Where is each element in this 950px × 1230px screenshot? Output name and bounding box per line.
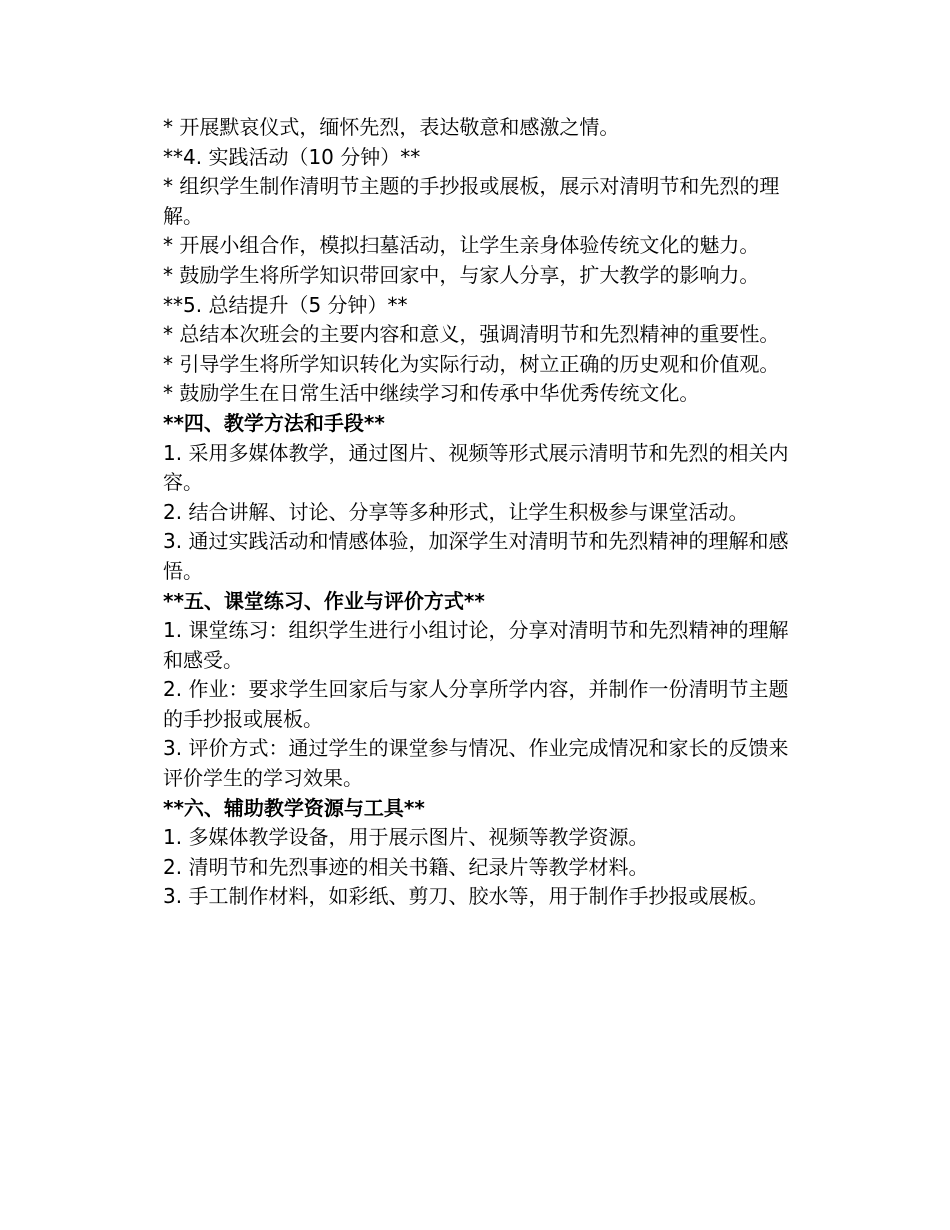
- practice-item-1: 1. 课堂练习：组织学生进行小组讨论，分享对清明节和先烈精神的理解和感受。: [163, 618, 789, 672]
- bullet-share-with-family: * 鼓励学生将所学知识带回家中，与家人分享，扩大教学的影响力。: [163, 262, 760, 287]
- method-item-1: 1. 采用多媒体教学，通过图片、视频等形式展示清明节和先烈的相关内容。: [163, 440, 789, 495]
- method-item-2: 2. 结合讲解、讨论、分享等多种形式，让学生积极参与课堂活动。: [163, 499, 749, 524]
- bullet-guide-action: * 引导学生将所学知识转化为实际行动，树立正确的历史观和价值观。: [163, 351, 780, 376]
- resource-item-3: 3. 手工制作材料，如彩纸、剪刀、胶水等，用于制作手抄报或展板。: [163, 884, 769, 909]
- method-item-3: 3. 通过实践活动和情感体验，加深学生对清明节和先烈精神的理解和感悟。: [163, 529, 789, 583]
- heading-resources-tools: **六、辅助教学资源与工具**: [163, 795, 425, 820]
- resource-item-1: 1. 多媒体教学设备，用于展示图片、视频等教学资源。: [163, 825, 649, 850]
- bullet-memorial-ceremony: * 开展默哀仪式，缅怀先烈，表达敬意和感激之情。: [163, 115, 620, 139]
- bullet-tabloid: * 组织学生制作清明节主题的手抄报或展板，展示对清明节和先烈的理解。: [163, 174, 780, 228]
- heading-practice-homework-evaluation: **五、课堂练习、作业与评价方式**: [163, 588, 485, 613]
- document-page: [163, 113, 793, 912]
- heading-teaching-methods: **四、教学方法和手段**: [163, 410, 385, 435]
- section-practice-activity: **4. 实践活动（10 分钟）**: [163, 144, 421, 169]
- bullet-inherit-culture: * 鼓励学生在日常生活中继续学习和传承中华优秀传统文化。: [163, 381, 700, 406]
- section-summary: **5. 总结提升（5 分钟）**: [163, 292, 408, 317]
- practice-item-3: 3. 评价方式：通过学生的课堂参与情况、作业完成情况和家长的反馈来评价学生的学习效果。: [163, 736, 789, 791]
- bullet-summary-content: * 总结本次班会的主要内容和意义，强调清明节和先烈精神的重要性。: [163, 322, 780, 347]
- bullet-group-cooperation: * 开展小组合作，模拟扫墓活动，让学生亲身体验传统文化的魅力。: [163, 233, 760, 258]
- practice-item-2: 2. 作业：要求学生回家后与家人分享所学内容，并制作一份清明节主题的手抄报或展板。: [163, 677, 789, 731]
- resource-item-2: 2. 清明节和先烈事迹的相关书籍、纪录片等教学材料。: [163, 854, 649, 879]
